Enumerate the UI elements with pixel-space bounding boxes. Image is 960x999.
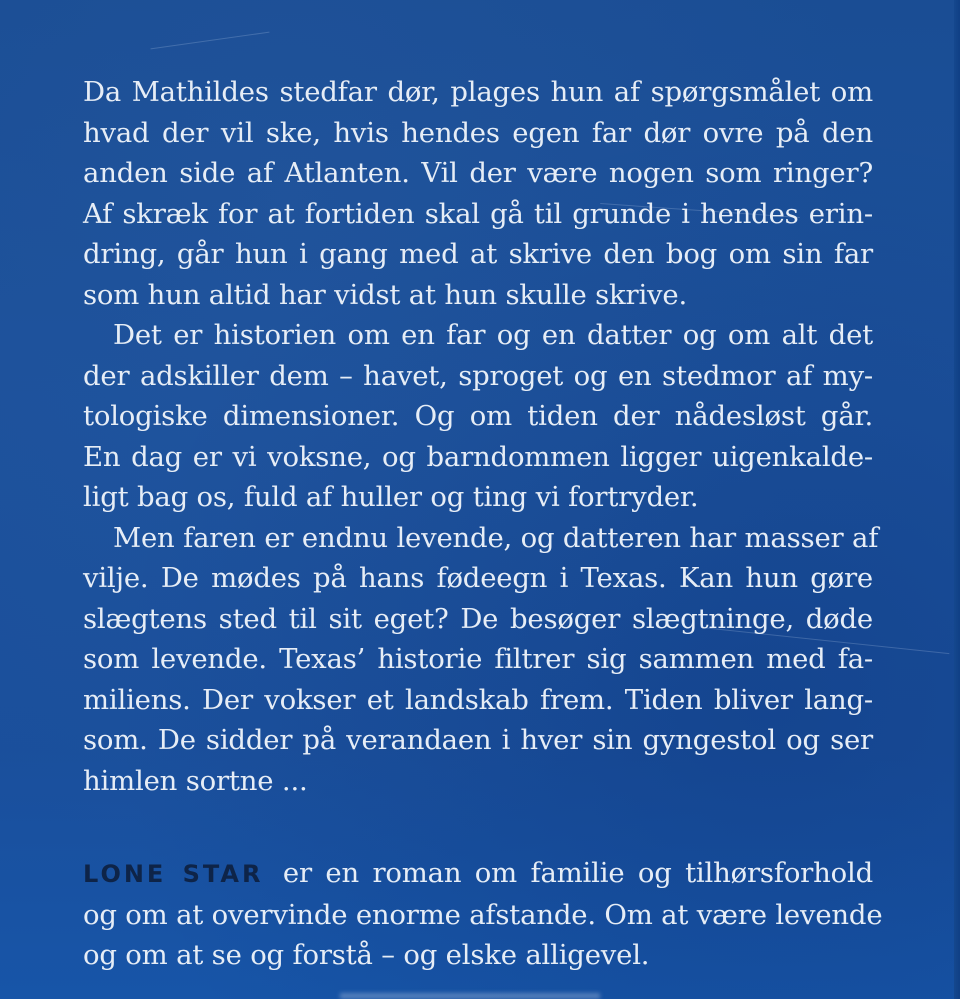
book-title: LONE STAR	[83, 860, 264, 888]
text-line: hvad der vil ske, hvis hendes egen far dør ovre på den	[83, 116, 873, 149]
text-line: Af skræk for at fortiden skal gå til grunde i hendes erin-	[83, 197, 873, 230]
text-line: der adskiller dem – havet, sproget og en stedmor af my-	[83, 359, 873, 392]
text-line: tologiske dimensioner. Og om tiden der nådesløst går.	[83, 400, 873, 432]
blurb-text	[83, 72, 883, 976]
text-line: Men faren er endnu levende, og datteren har masser af	[113, 521, 879, 554]
paragraph-3	[83, 518, 879, 802]
paragraph-2	[83, 315, 873, 518]
text-fragment: er en roman om familie og tilhørsforhold	[269, 857, 873, 889]
spacer	[83, 801, 873, 853]
text-line: Det er historien om en far og en datter og om alt det	[113, 319, 873, 351]
text-line: som levende. Texas’ historie filtrer sig sammen med fa-	[83, 643, 873, 675]
text-line: slægtens sted til sit eget? De besøger slægtninge, døde	[83, 602, 873, 635]
cover-edge	[954, 0, 960, 999]
text-line: som. De sidder på verandaen i hver sin gyngestol og ser	[83, 724, 873, 756]
closing-paragraph	[83, 853, 883, 976]
text-line: miliens. Der vokser et landskab frem. Tiden bliver lang-	[83, 683, 873, 716]
text-line: vilje. De mødes på hans fødeegn i Texas. Kan hun gøre	[83, 562, 873, 594]
text-line: anden side af Atlanten. Vil der være nogen som ringer?	[83, 157, 873, 189]
text-line: og om at se og forstå – og elske alligevel.	[83, 939, 650, 971]
text-line: og om at overvinde enorme afstande. Om at være levende	[83, 898, 883, 931]
light-glare	[340, 993, 600, 999]
text-line: ligt bag os, fuld af huller og ting vi fortryder.	[83, 481, 699, 513]
text-line: himlen sortne ...	[83, 764, 308, 797]
paragraph-1	[83, 72, 873, 315]
text-line: Da Mathildes stedfar dør, plages hun af spørgsmålet om	[83, 76, 873, 108]
text-line: dring, går hun i gang med at skrive den bog om sin far	[83, 238, 873, 270]
text-line: En dag er vi voksne, og barndommen ligger uigenkalde-	[83, 440, 873, 473]
text-line	[83, 853, 873, 895]
surface-scratch	[151, 32, 270, 50]
text-line: som hun altid har vidst at hun skulle skrive.	[83, 278, 688, 311]
